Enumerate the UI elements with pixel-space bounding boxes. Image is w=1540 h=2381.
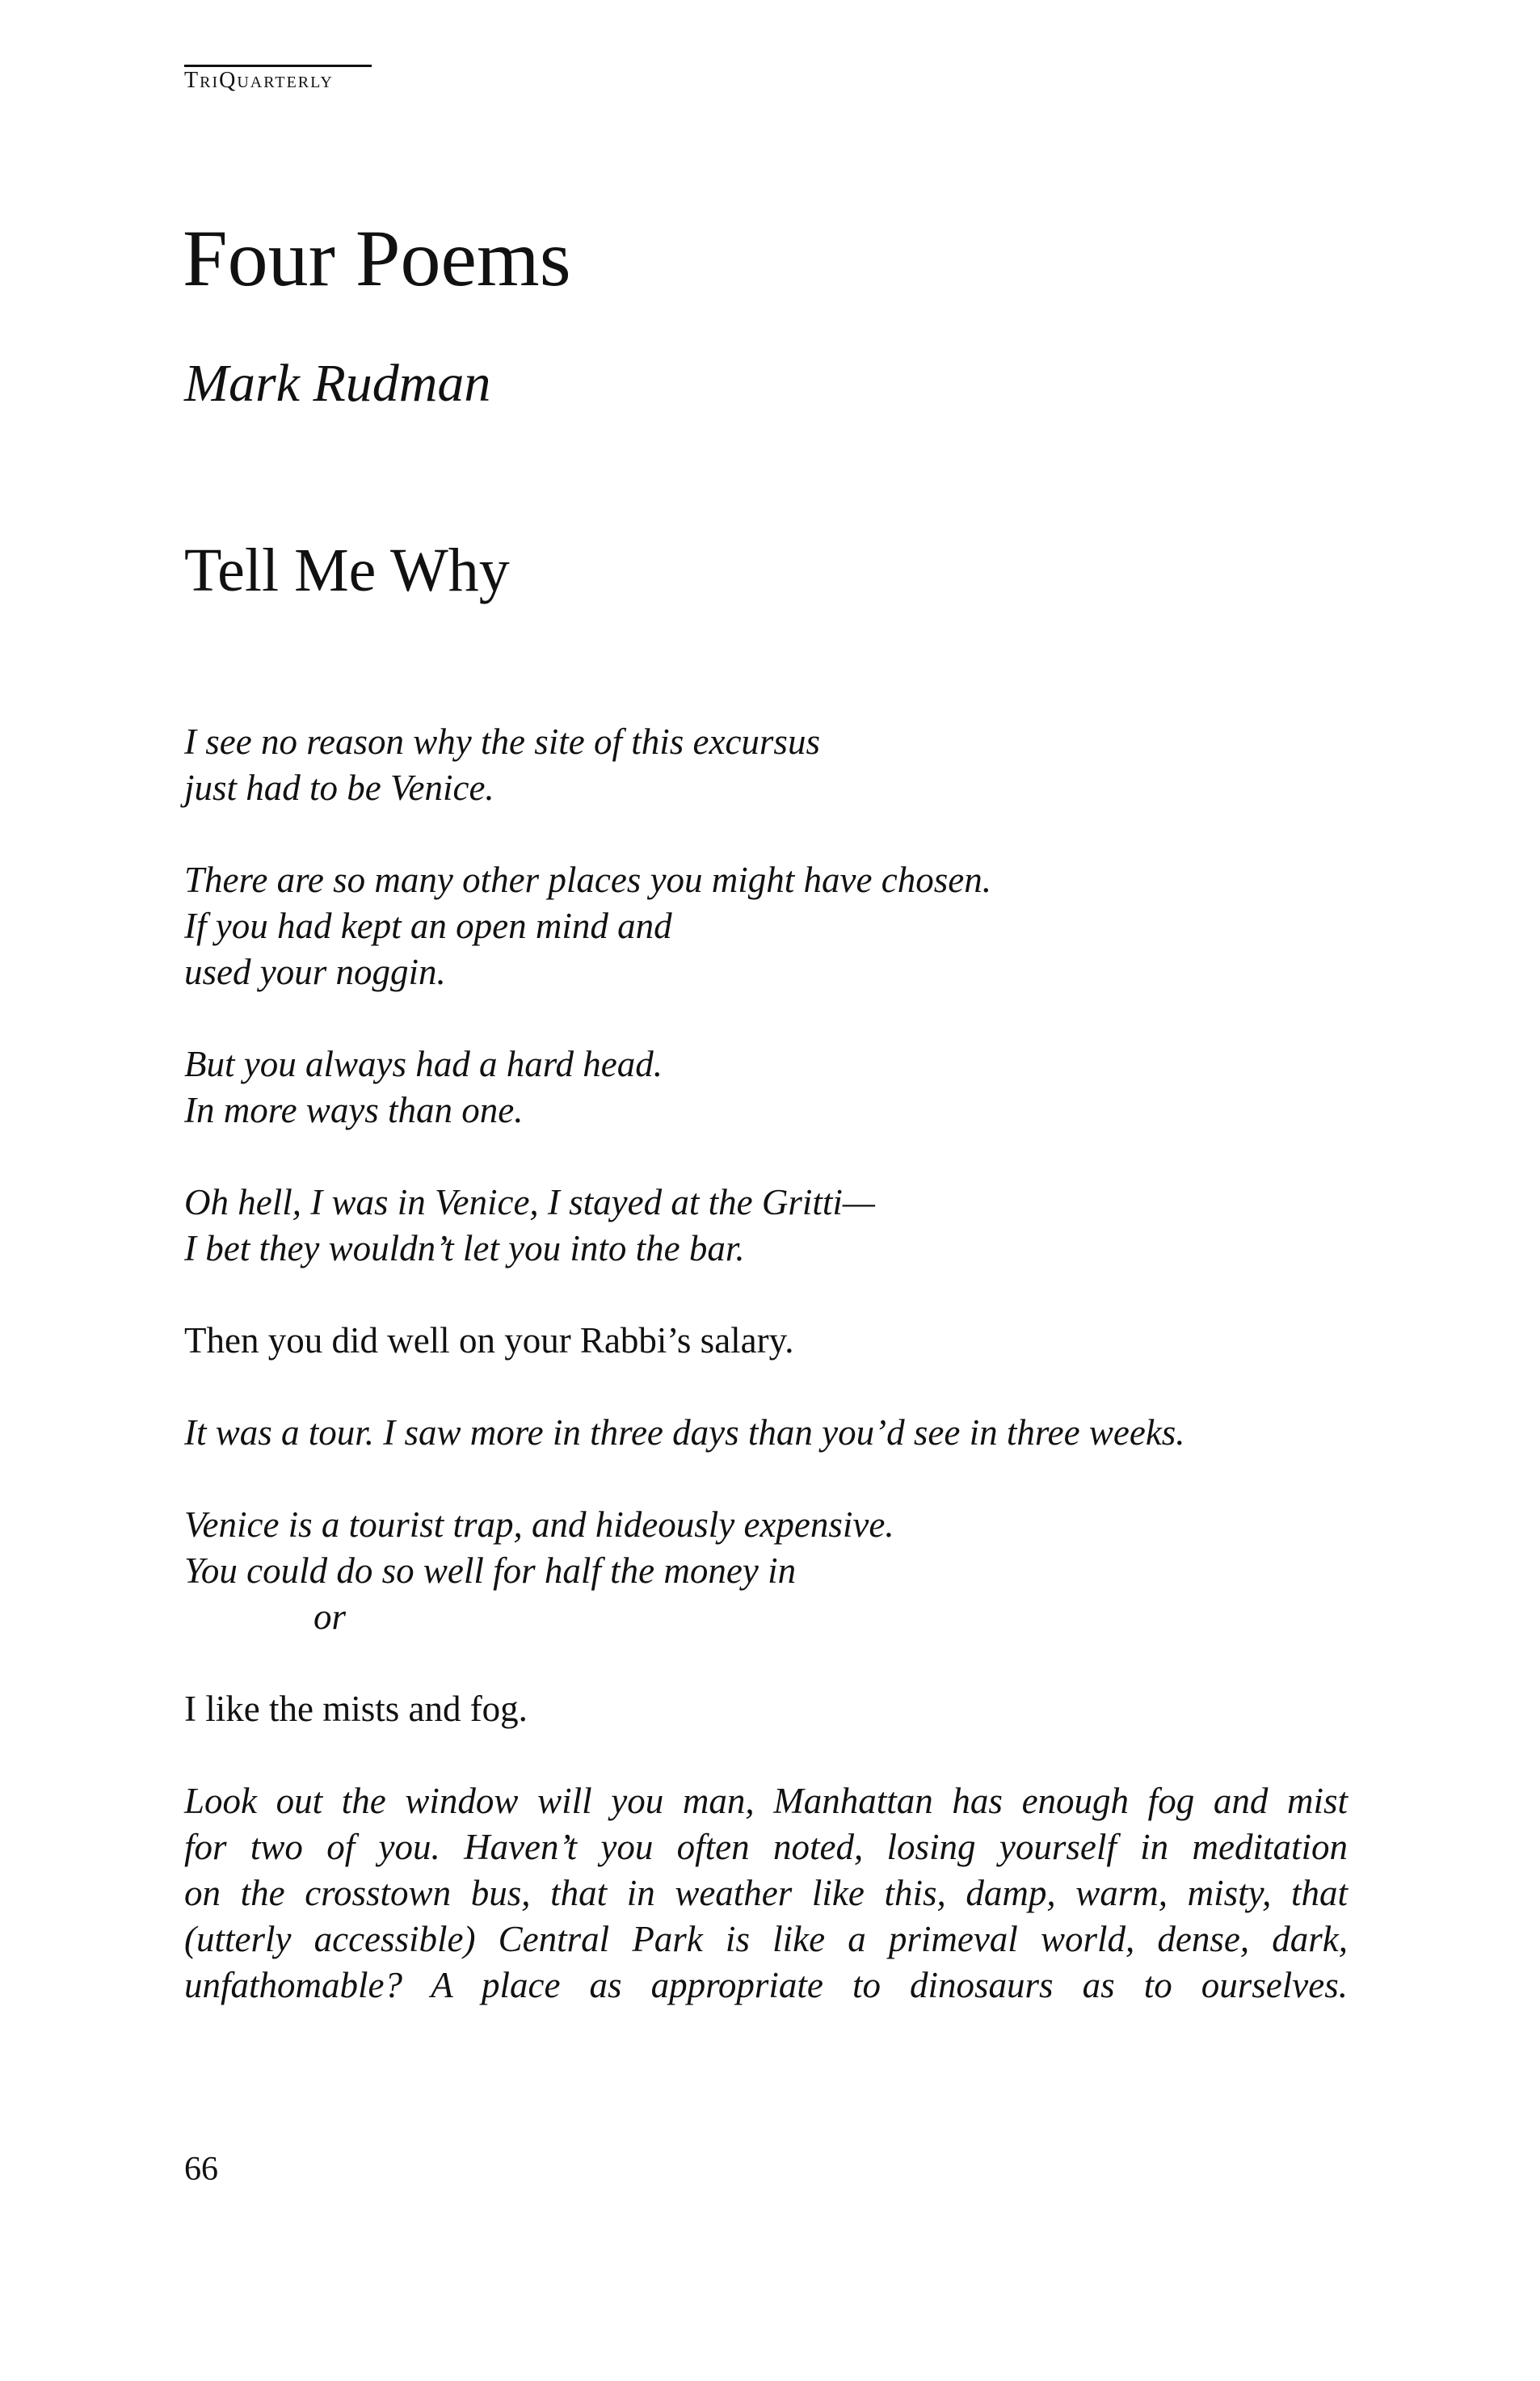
stanza [184, 1180, 1364, 1272]
stanza [184, 1410, 1364, 1456]
poem-line: There are so many other places you might have chosen. [184, 860, 991, 900]
stanza [184, 1041, 1364, 1134]
stanza [184, 1318, 1364, 1364]
page-number: 66 [184, 2151, 218, 2188]
poem-line: It was a tour. I saw more in three days than you’d see in three weeks. [184, 1412, 1185, 1453]
poem-line: on the crosstown bus, that in weather like this, damp, warm, misty, that [184, 1873, 1348, 1913]
poem-line: I see no reason why the site of this excursus [184, 721, 820, 762]
stanza [184, 719, 1364, 811]
poem-line: In more ways than one. [184, 1090, 524, 1130]
running-head-rule [184, 65, 372, 67]
poem-line: Oh hell, I was in Venice, I stayed at the Gritti— [184, 1182, 875, 1222]
poem-line: used your noggin. [184, 952, 446, 992]
poem-line: Venice is a tourist trap, and hideously expensive. [184, 1504, 894, 1545]
poem-line: or [313, 1596, 347, 1637]
stanza [184, 857, 1364, 995]
poem-line: just had to be Venice. [184, 768, 494, 808]
page-title: Four Poems [183, 213, 571, 303]
prose-stanza [184, 1778, 1364, 2009]
poem-line: (utterly accessible) Central Park is like a primeval world, dense, dark, [184, 1919, 1348, 1959]
poem-title: Tell Me Why [184, 536, 510, 604]
poem-line: Then you did well on your Rabbi’s salary. [184, 1320, 794, 1361]
poem-line: I like the mists and fog. [184, 1689, 528, 1729]
stanza [184, 1502, 1364, 1640]
running-head: TriQuarterly [184, 68, 334, 93]
poem-body [184, 719, 1364, 2055]
poem-line: for two of you. Haven’t you often noted, losing yourself in meditation [184, 1827, 1348, 1867]
poem-line: You could do so well for half the money in [184, 1550, 797, 1591]
poem-line: If you had kept an open mind and [184, 906, 672, 946]
poem-line: But you always had a hard head. [184, 1044, 663, 1084]
author-name: Mark Rudman [184, 354, 491, 413]
poem-line: Look out the window will you man, Manhattan has enough fog and mist [184, 1781, 1348, 1821]
stanza [184, 1686, 1364, 1732]
poem-line: unfathomable? A place as appropriate to dinosaurs as to ourselves. [184, 1965, 1348, 2005]
poem-line: I bet they wouldn’t let you into the bar. [184, 1228, 745, 1268]
